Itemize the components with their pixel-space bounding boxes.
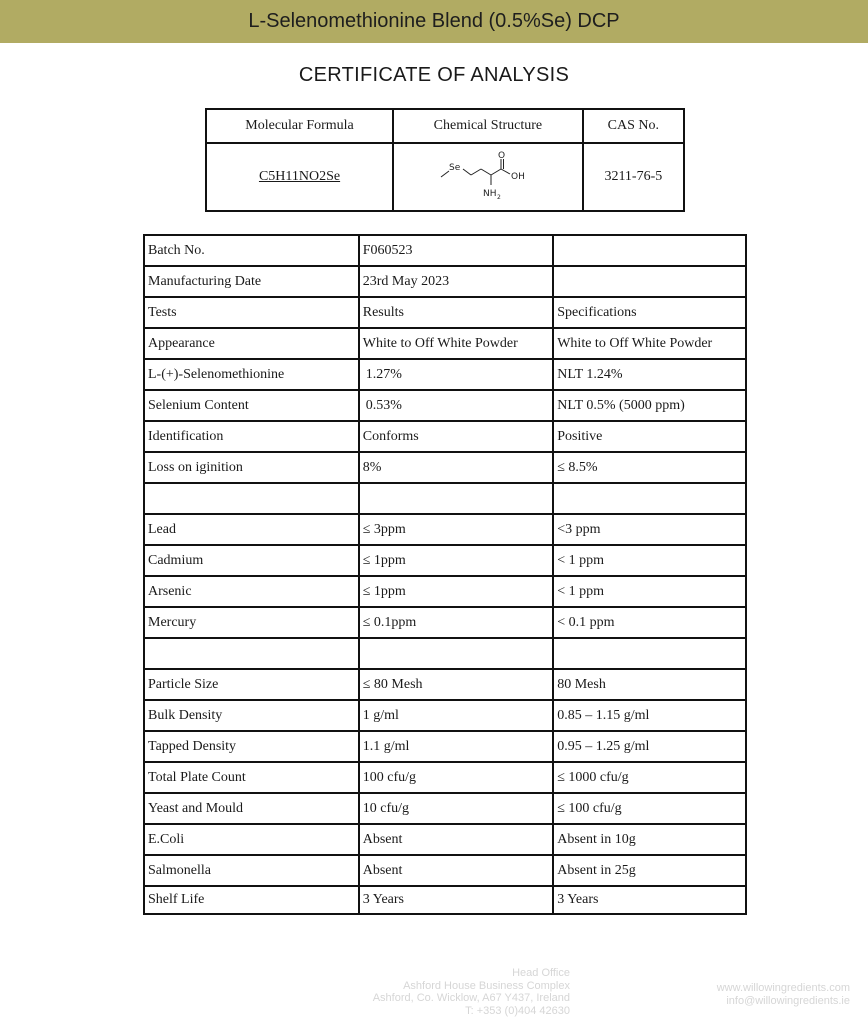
table-row: [144, 328, 746, 359]
test-name: Selenium Content: [144, 390, 359, 421]
test-name: Salmonella: [144, 855, 359, 886]
product-name: L-Selenomethionine Blend (0.5%Se) DCP: [248, 10, 620, 32]
test-name: Shelf Life: [144, 886, 359, 914]
table-row: [144, 700, 746, 731]
test-result: Absent: [359, 824, 553, 855]
test-result: Conforms: [359, 421, 553, 452]
results-header: Results: [359, 297, 553, 328]
test-name: Bulk Density: [144, 700, 359, 731]
table-row: [144, 824, 746, 855]
footer-line: T: +353 (0)404 42630: [465, 1004, 570, 1017]
test-result: ≤ 1ppm: [359, 576, 553, 607]
table-header-row: [144, 297, 746, 328]
test-specification: 0.95 – 1.25 g/ml: [553, 731, 746, 762]
test-result: ≤ 0.1ppm: [359, 607, 553, 638]
empty-cell: [359, 483, 553, 514]
identity-value-row: [206, 143, 684, 211]
table-row: [144, 235, 746, 266]
test-specification: <3 ppm: [553, 514, 746, 545]
footer-line: Head Office: [512, 967, 570, 979]
test-result: 1 g/ml: [359, 700, 553, 731]
structure-oh-label: OH: [510, 172, 525, 182]
table-row: [144, 607, 746, 638]
molecular-formula: C5H11NO2Se: [206, 143, 393, 211]
test-result: Absent: [359, 855, 553, 886]
head-office-address: [373, 967, 570, 1017]
test-specification: Absent in 10g: [553, 824, 746, 855]
test-specification: Positive: [553, 421, 746, 452]
batch-no-value: F060523: [359, 235, 553, 266]
table-row: [144, 793, 746, 824]
test-specification: White to Off White Powder: [553, 328, 746, 359]
test-name: Lead: [144, 514, 359, 545]
test-result: ≤ 3ppm: [359, 514, 553, 545]
table-row: [144, 452, 746, 483]
test-name: L-(+)-Selenomethionine: [144, 359, 359, 390]
table-row: [144, 669, 746, 700]
test-specification: < 1 ppm: [553, 545, 746, 576]
table-row: [144, 266, 746, 297]
empty-cell: [359, 638, 553, 669]
table-row: [144, 545, 746, 576]
test-name: Arsenic: [144, 576, 359, 607]
test-result: 10 cfu/g: [359, 793, 553, 824]
structure-nh2-subscript: 2: [496, 194, 501, 201]
test-specification: 80 Mesh: [553, 669, 746, 700]
header-chemical-structure: Chemical Structure: [393, 109, 583, 143]
test-specification: ≤ 1000 cfu/g: [553, 762, 746, 793]
empty-cell: [553, 638, 746, 669]
test-name: Loss on iginition: [144, 452, 359, 483]
test-name: Tapped Density: [144, 731, 359, 762]
test-result: 8%: [359, 452, 553, 483]
test-result: 0.53%: [359, 390, 553, 421]
test-name: Identification: [144, 421, 359, 452]
identity-table: [205, 108, 685, 212]
test-specification: 0.85 – 1.15 g/ml: [553, 700, 746, 731]
table-row: [144, 421, 746, 452]
manufacturing-date-value: 23rd May 2023: [359, 266, 553, 297]
test-specification: Absent in 25g: [553, 855, 746, 886]
test-name: Mercury: [144, 607, 359, 638]
manufacturing-date-spec: [553, 266, 746, 297]
table-row: [144, 576, 746, 607]
test-name: E.Coli: [144, 824, 359, 855]
test-result: ≤ 1ppm: [359, 545, 553, 576]
table-row: [144, 359, 746, 390]
test-specification: 3 Years: [553, 886, 746, 914]
test-specification: NLT 1.24%: [553, 359, 746, 390]
footer-line: Ashford, Co. Wicklow, A67 Y437, Ireland: [372, 992, 570, 1004]
test-result: 1.1 g/ml: [359, 731, 553, 762]
table-row: [144, 514, 746, 545]
table-row: [144, 390, 746, 421]
specifications-header: Specifications: [553, 297, 746, 328]
email-link[interactable]: info@willowingredients.ie: [726, 994, 850, 1007]
batch-no-spec: [553, 235, 746, 266]
header-bar: [0, 0, 868, 43]
table-spacer-row: [144, 483, 746, 514]
test-specification: < 1 ppm: [553, 576, 746, 607]
table-spacer-row: [144, 638, 746, 669]
structure-o-label: O: [497, 151, 505, 161]
test-specification: < 0.1 ppm: [553, 607, 746, 638]
specification-table: [143, 234, 747, 915]
manufacturing-date-label: Manufacturing Date: [144, 266, 359, 297]
header-cas-no: CAS No.: [583, 109, 684, 143]
footer-line: Ashford House Business Complex: [403, 979, 570, 992]
test-result: White to Off White Powder: [359, 328, 553, 359]
test-specification: ≤ 100 cfu/g: [553, 793, 746, 824]
test-name: Appearance: [144, 328, 359, 359]
test-name: Cadmium: [144, 545, 359, 576]
table-row: [144, 886, 746, 914]
test-result: 100 cfu/g: [359, 762, 553, 793]
test-result: ≤ 80 Mesh: [359, 669, 553, 700]
test-name: Yeast and Mould: [144, 793, 359, 824]
header-molecular-formula: Molecular Formula: [206, 109, 393, 143]
empty-cell: [144, 638, 359, 669]
batch-no-label: Batch No.: [144, 235, 359, 266]
tests-header: Tests: [144, 297, 359, 328]
certificate-title: CERTIFICATE OF ANALYSIS: [298, 64, 570, 86]
contact-links: [717, 982, 850, 1007]
empty-cell: [553, 483, 746, 514]
chemical-structure: [393, 143, 583, 211]
test-result: 3 Years: [359, 886, 553, 914]
test-name: Total Plate Count: [144, 762, 359, 793]
website-link[interactable]: www.willowingredients.com: [716, 982, 850, 994]
structure-se-label: Se: [448, 163, 461, 173]
cas-number: 3211-76-5: [583, 143, 684, 211]
test-name: Particle Size: [144, 669, 359, 700]
identity-header-row: [206, 109, 684, 143]
test-specification: NLT 0.5% (5000 ppm): [553, 390, 746, 421]
structure-nh-label: NH: [482, 189, 497, 199]
empty-cell: [144, 483, 359, 514]
table-row: [144, 762, 746, 793]
test-specification: ≤ 8.5%: [553, 452, 746, 483]
test-result: 1.27%: [359, 359, 553, 390]
table-row: [144, 731, 746, 762]
table-row: [144, 855, 746, 886]
chemical-structure-diagram: [433, 149, 543, 205]
